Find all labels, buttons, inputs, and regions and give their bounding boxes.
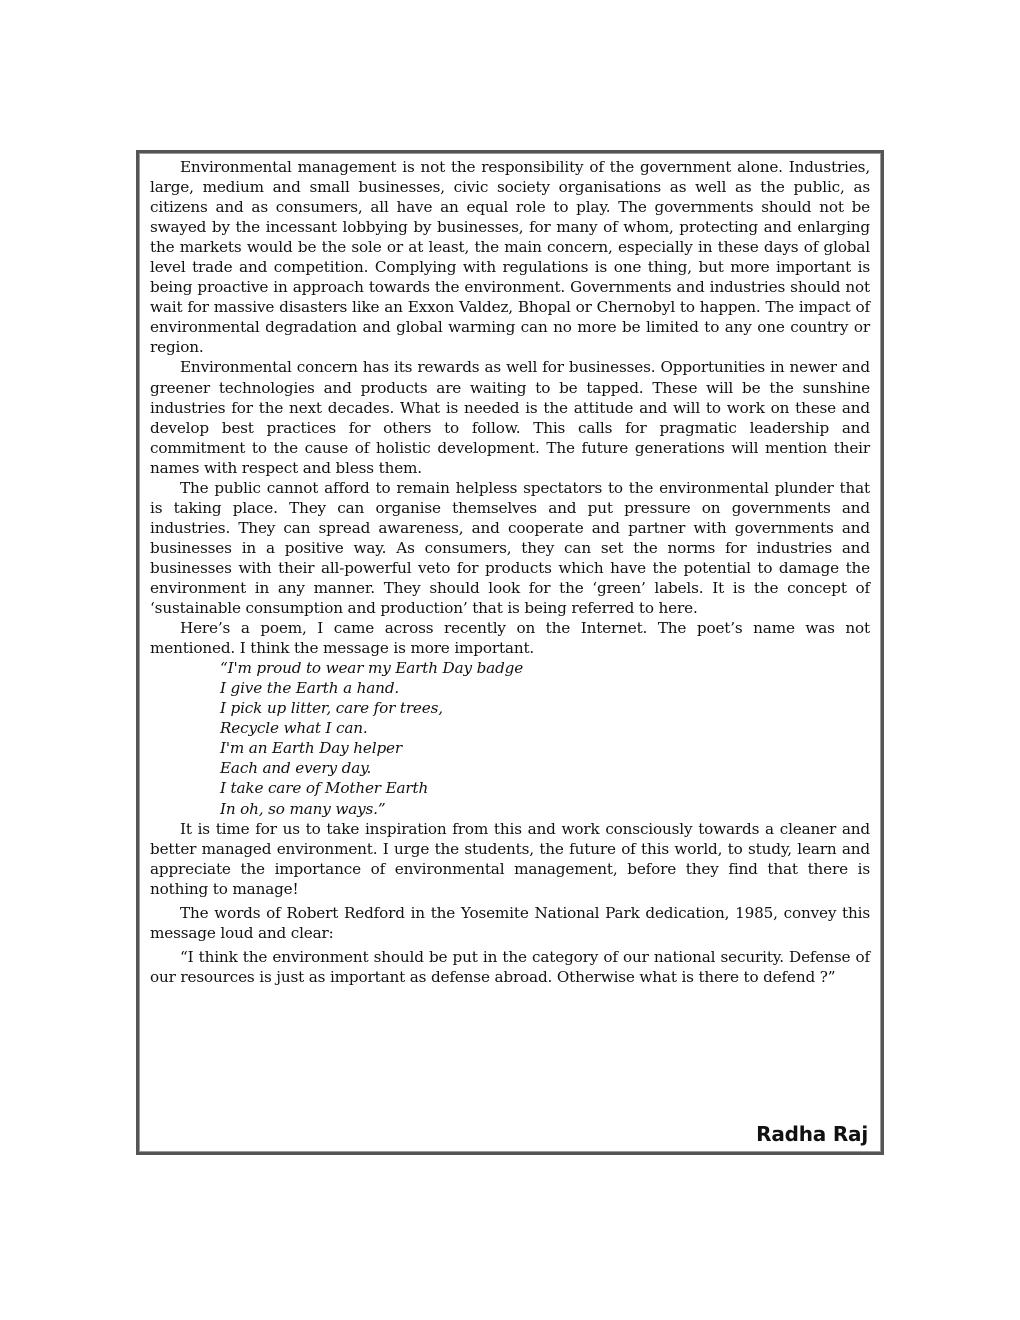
poem-line: I take care of Mother Earth xyxy=(220,779,429,798)
paragraph-responsibility: Environmental management is not the responsibility of the government alone. Industries, large, medium and small businesses, civic society organisations as well as the public, as citizens and as consumers, all have an equal role to play. The governments should not be swayed by the incessant lobbying by businesses, for many of whom, protecting and enlarging the markets would be the sole or at least, the main concern, especially in these days of global level trade and competition. Complying with regulations is one thing, but more important is being proactive in approach towards the environment. Governments and industries should not wait for massive disasters like an Exxon Valdez, Bhopal or Chernobyl to happen. The impact of environmental degradation and global warming can no more be limited to any one country or region. xyxy=(150,158,870,357)
paragraph-redford-intro: The words of Robert Redford in the Yosemite National Park dedication, 1985, convey this message loud and clear: xyxy=(150,903,870,942)
poem-line: In oh, so many ways.” xyxy=(220,799,386,818)
paragraph-poem-intro: Here’s a poem, I came across recently on the Internet. The poet’s name was not mentioned. I think the message is more important. xyxy=(150,619,870,658)
poem-line: “I'm proud to wear my Earth Day badge xyxy=(220,659,524,678)
poem-line: Each and every day. xyxy=(220,759,372,778)
poem-line: Recycle what I can. xyxy=(220,719,368,738)
paragraph-redford-quote: “I think the environment should be put in the category of our national security. Defense of our resources is just as important as defense abroad. Otherwise what is there to defend ?” xyxy=(150,947,870,986)
author-signature: Radha Raj xyxy=(756,1122,868,1146)
paragraph-business-rewards: Environmental concern has its rewards as well for businesses. Opportunities in newer and greener technologies and products are waiting to be tapped. These will be the sunshine industries for the next decades. What is needed is the attitude and will to work on these and develop best practices for others to follow. This calls for pragmatic leadership and commitment to the cause of holistic development. The future generations will mention their names with respect and bless them. xyxy=(150,358,870,477)
article-body xyxy=(150,157,870,987)
poem xyxy=(150,658,870,818)
paragraph-inspiration: It is time for us to take inspiration from this and work consciously towards a cleaner and better managed environment. I urge the students, the future of this world, to study, learn and appreciate the importance of environmental management, before they find that there is nothing to manage! xyxy=(150,819,870,898)
poem-line: I'm an Earth Day helper xyxy=(220,739,402,758)
poem-line: I pick up litter, care for trees, xyxy=(220,699,443,718)
paragraph-public-role: The public cannot afford to remain helpless spectators to the environmental plunder that is taking place. They can organise themselves and put pressure on governments and industries. They can spread awareness, and cooperate and partner with governments and businesses in a positive way. As consumers, they can set the norms for industries and businesses with their all-powerful veto for products which have the potential to damage the environment in any manner. They should look for the ‘green’ labels. It is the concept of ‘sustainable consumption and production’ that is being referred to here. xyxy=(150,478,870,618)
poem-line: I give the Earth a hand. xyxy=(220,679,400,698)
